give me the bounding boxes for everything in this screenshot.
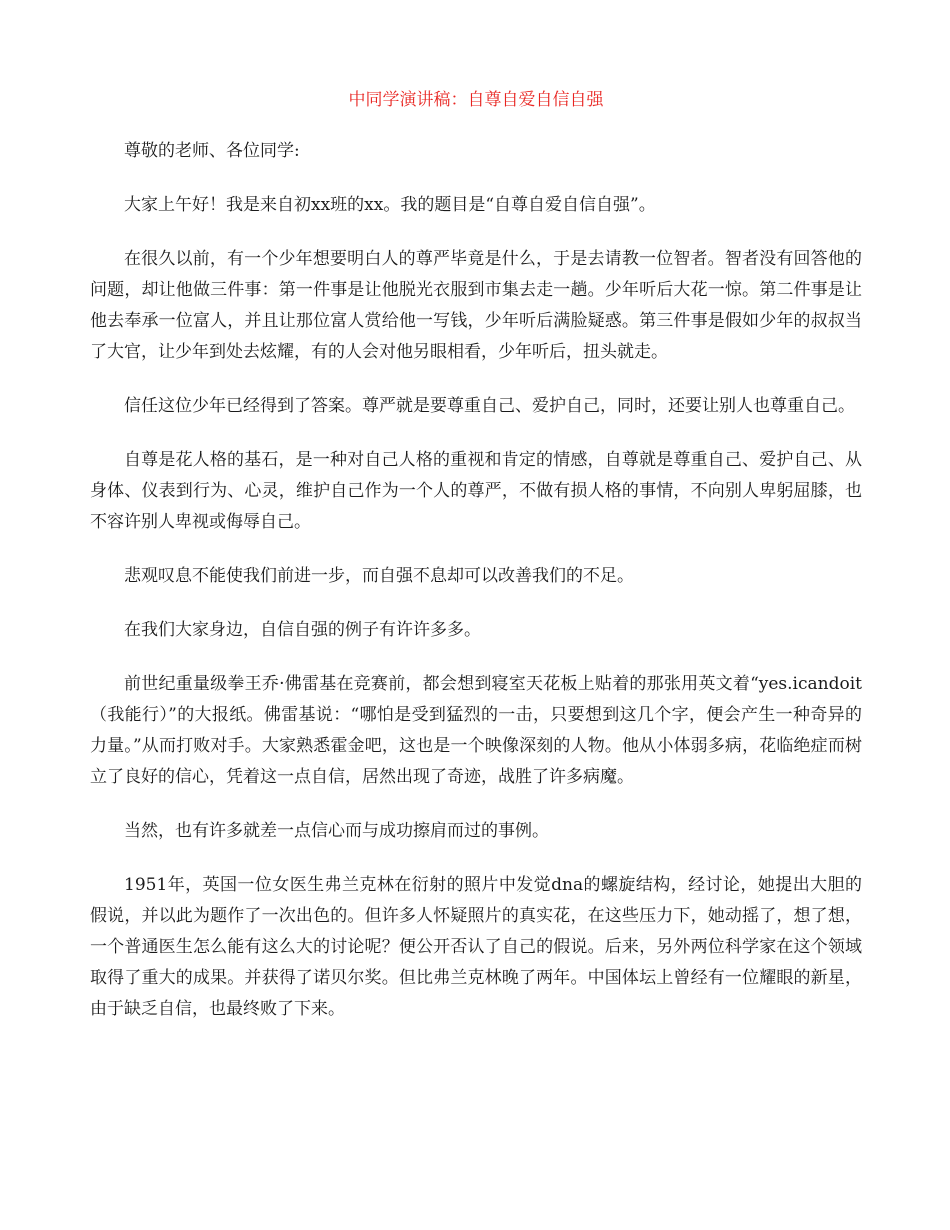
paragraph-examples: 在我们大家身边，自信自强的例子有许许多多。 (124, 620, 481, 640)
paragraph-missed-success: 当然，也有许多就差一点信心而与成功擦肩而过的事例。 (124, 821, 549, 841)
paragraph-franklin: 1951年，英国一位女医生弗兰克林在衍射的照片中发觉dna的螺旋结构，经讨论，她提出大胆的假说，并以此为题作了一次出色的。但许多人怀疑照片的真实花，在这些压力下，她动摇了，想了想，一个普通医生怎么能有这么大的讨论呢？便公开否认了自己的假说。后来，另外两位科学家在这个领域取得了重大的成果。并获得了诺贝尔奖。但比弗兰克林晚了两年。中国体坛上曾经有一位耀眼的新星，由于缺乏自信，也最终败了下来。 (90, 875, 862, 1019)
paragraph-answer: 信任这位少年已经得到了答案。尊严就是要尊重自己、爱护自己，同时，还要让别人也尊重自己。 (124, 396, 855, 416)
paragraph-pessimism: 悲观叹息不能使我们前进一步，而自强不息却可以改善我们的不足。 (124, 566, 634, 586)
document-title: 中同学演讲稿：自尊自爱自信自强 (348, 90, 604, 110)
paragraph-greeting: 尊敬的老师、各位同学: (124, 141, 300, 161)
paragraph-intro: 大家上午好！我是来自初xx班的xx。我的题目是“自尊自爱自信自强”。 (124, 195, 656, 215)
document-page (90, 86, 862, 1048)
paragraph-boxer: 前世纪重量级拳王乔·佛雷基在竞赛前，都会想到寝室天花板上贴着的那张用英文着“yes.icandoit（我能行）”的大报纸。佛雷基说：“哪怕是受到猛烈的一击，只要想到这几个字，便会产生一种奇异的力量。”从而打败对手。大家熟悉霍金吧，这也是一个映像深刻的人物。他从小体弱多病，花临绝症而树立了良好的信心，凭着这一点自信，居然出现了奇迹，战胜了许多病魔。 (90, 674, 862, 787)
paragraph-story: 在很久以前，有一个少年想要明白人的尊严毕竟是什么，于是去请教一位智者。智者没有回答他的问题，却让他做三件事：第一件事是让他脱光衣服到市集去走一趟。少年听后大花一惊。第二件事是让他去奉承一位富人，并且让那位富人赏给他一写钱，少年听后满脸疑惑。第三件事是假如少年的叔叔当了大官，让少年到处去炫耀，有的人会对他另眼相看，少年听后，扭头就走。 (90, 249, 862, 362)
paragraph-self-respect: 自尊是花人格的基石，是一种对自己人格的重视和肯定的情感，自尊就是尊重自己、爱护自己、从身体、仪表到行为、心灵，维护自己作为一个人的尊严，不做有损人格的事情，不向别人卑躬屈膝，也不容许别人卑视或侮辱自己。 (90, 450, 862, 532)
